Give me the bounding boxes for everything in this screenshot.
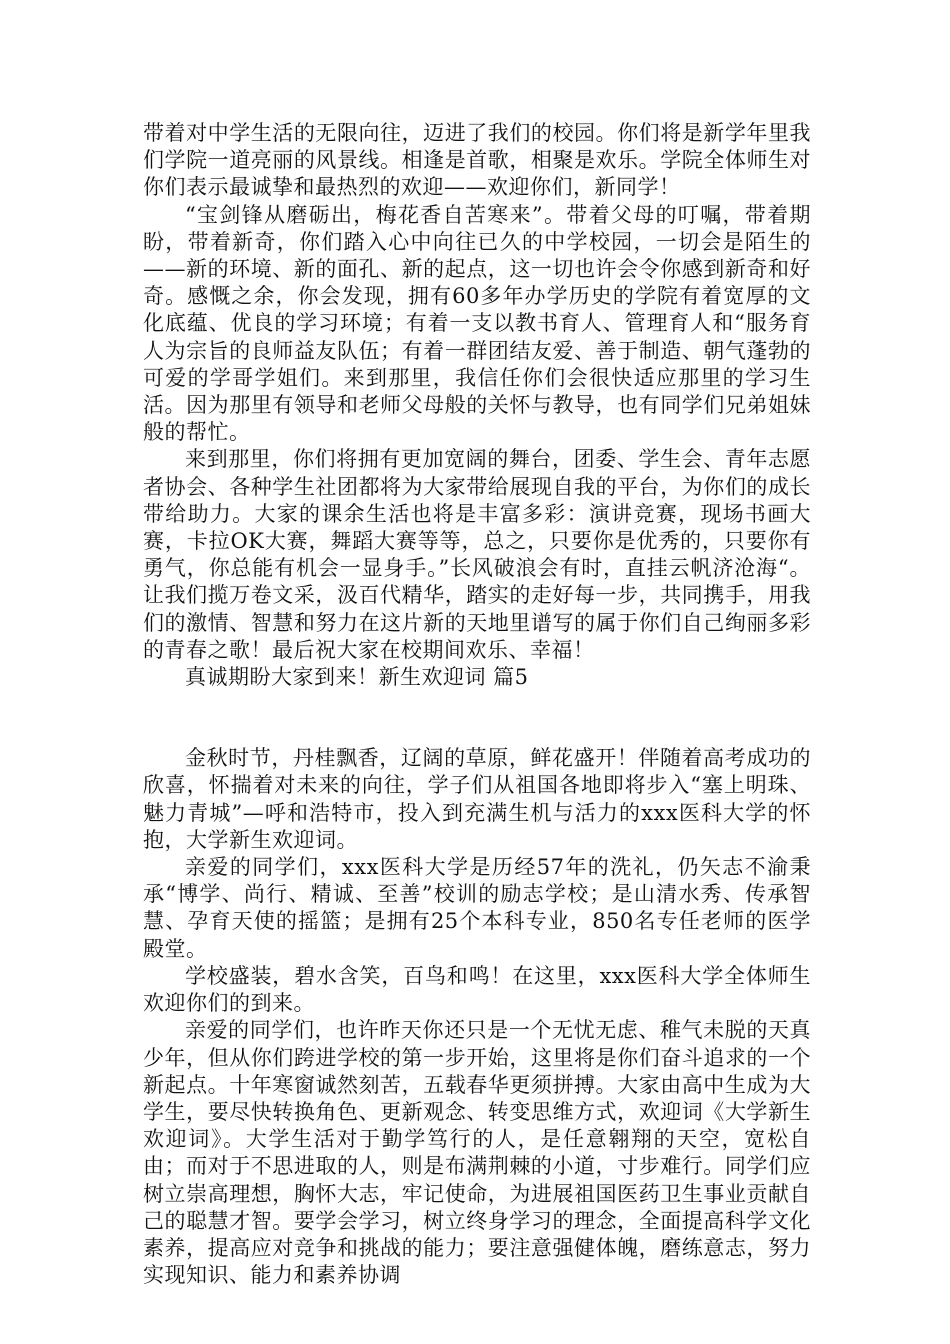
paragraph: 金秋时节，丹桂飘香，辽阔的草原，鲜花盛开！伴随着高考成功的欣喜，怀揣着对未来的向往，学子们从祖国各地即将步入“塞上明珠、魅力青城”—呼和浩特市，投入到充满生机与活力的xxx医科大学的怀抱，大学新生欢迎词。	[143, 746, 811, 852]
spacer	[143, 691, 811, 745]
paragraph: “宝剑锋从磨砺出，梅花香自苦寒来”。带着父母的叮嘱，带着期盼，带着新奇，你们踏入心中向往已久的中学校园，一切会是陌生的——新的环境、新的面孔、新的起点，这一切也许会令你感到新奇和好奇。感慨之余，你会发现，拥有60多年办学历史的学院有着宽厚的文化底蕴、优良的学习环境；有着一支以教书育人、管理育人和“服务育人为宗旨的良师益友队伍；有着一群团结友爱、善于制造、朝气蓬勃的可爱的学哥学姐们。来到那里，我信任你们会很快适应那里的学习生活。因为那里有领导和老师父母般的关怀与教导，也有同学们兄弟姐妹般的帮忙。	[143, 202, 811, 445]
paragraph: 学校盛装，碧水含笑，百鸟和鸣！在这里，xxx医科大学全体师生欢迎你们的到来。	[143, 963, 811, 1016]
paragraph: 来到那里，你们将拥有更加宽阔的舞台，团委、学生会、青年志愿者协会、各种学生社团都将为大家带给展现自我的平台，为你们的成长带给助力。大家的课余生活也将是丰富多彩：演讲竞赛，现场书画大赛，卡拉OK大赛，舞蹈大赛等等，总之，只要你是优秀的，只要你有勇气，你总能有机会一显身手。”长风破浪会有时，直挂云帆济沧海“。让我们揽万卷文采，汲百代精华，踏实的走好每一步，共同携手，用我们的激情、智慧和努力在这片新的天地里谱写的属于你们自己绚丽多彩的青春之歌！最后祝大家在校期间欢乐、幸福！	[143, 447, 811, 662]
paragraph: 带着对中学生活的无限向往，迈进了我们的校园。你们将是新学年里我们学院一道亮丽的风景线。相逢是首歌，相聚是欢乐。学院全体师生对你们表示最诚挚和最热烈的欢迎——欢迎你们，新同学！	[143, 121, 811, 200]
paragraph: 亲爱的同学们，也许昨天你还只是一个无忧无虑、稚气未脱的天真少年，但从你们跨进学校的第一步开始，这里将是你们奋斗追求的一个新起点。十年寒窗诚然刻苦，五载春华更须拼搏。大家由高中生成为大学生，要尽快转换角色、更新观念、转变思维方式，欢迎词《大学新生欢迎词》。大学生活对于勤学笃行的人，是任意翱翔的天空，宽松自由；而对于不思进取的人，则是布满荆棘的小道，寸步难行。同学们应树立崇高理想，胸怀大志，牢记使命，为进展祖国医药卫生事业贡献自己的聪慧才智。要学会学习，树立终身学习的理念，全面提高科学文化素养，提高应对竞争和挑战的能力；要注意强健体魄，磨练意志，努力实现知识、能力和素养协调	[143, 1018, 811, 1288]
document-body	[143, 120, 811, 1289]
section-heading: 真诚期盼大家到来！新生欢迎词 篇5	[185, 665, 529, 690]
paragraph: 亲爱的同学们，xxx医科大学是历经57年的洗礼，仍矢志不渝秉承“博学、尚行、精诚、至善”校训的励志学校；是山清水秀、传承智慧、孕育天使的摇篮；是拥有25个本科专业，850名专任老师的医学殿堂。	[143, 855, 811, 961]
